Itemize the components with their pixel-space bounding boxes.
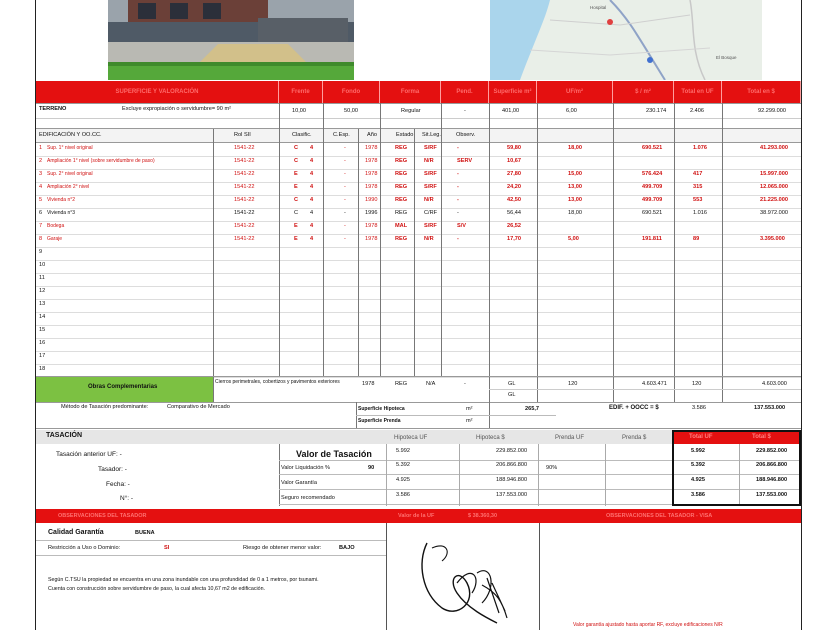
row-ano: 1978 xyxy=(365,184,378,190)
header-fondo: Fondo xyxy=(323,81,380,103)
restriccion-label: Restricción a Uso o Dominio: xyxy=(48,545,121,551)
metodo-value: Comparativo de Mercado xyxy=(167,404,230,410)
row-obs: - xyxy=(457,184,459,190)
obras-total-uf: 120 xyxy=(692,381,702,387)
row-c1: C xyxy=(294,158,299,164)
row-rol: 1541-22 xyxy=(234,236,255,242)
row-ano: 1978 xyxy=(365,171,378,177)
sup-hipoteca-m2: m² xyxy=(466,406,473,412)
row-tuf: 417 xyxy=(693,171,703,177)
row-number: 4 xyxy=(39,184,43,190)
row-sit: N/R xyxy=(424,158,434,164)
row-number: 13 xyxy=(39,301,46,307)
row-rol: 1541-22 xyxy=(234,210,255,216)
obras-desc: Cierros perimetrales, cobertizos y pavimentos exteriores xyxy=(215,379,340,385)
row-sup: 59,80 xyxy=(507,145,521,151)
row-tp: 3.395.000 xyxy=(760,236,785,242)
row-tuf: 89 xyxy=(693,236,700,242)
obras-unit: GL xyxy=(508,381,516,387)
row-c1: C xyxy=(294,197,299,203)
row-rol: 1541-22 xyxy=(234,197,255,203)
obras-total-pesos: 4.603.000 xyxy=(762,381,787,387)
row-obs: - xyxy=(457,236,459,242)
tasacion-anterior: Tasación anterior UF: - xyxy=(56,451,122,458)
hipoteca-pesos-value: 206.866.800 xyxy=(496,462,528,468)
location-map xyxy=(490,0,762,80)
header-pendiente: Pend. xyxy=(441,81,489,103)
row-est: MAL xyxy=(395,223,408,229)
row-pm: 499.709 xyxy=(642,197,663,203)
liquidacion-value: 90 xyxy=(368,465,375,471)
row-desc: Ampliación 2° nivel xyxy=(47,184,90,190)
row-desc: Garaje xyxy=(47,236,63,242)
header-total-uf: Total en UF xyxy=(674,81,722,103)
row-obs: - xyxy=(457,197,459,203)
row-c1: E xyxy=(294,236,298,242)
row-est: REG xyxy=(395,197,408,203)
row-number: 10 xyxy=(39,262,46,268)
obras-estado: REG xyxy=(395,381,408,387)
map-label-hospital: Hospital xyxy=(590,5,607,10)
row-c1: E xyxy=(294,184,298,190)
row-cesp: - xyxy=(344,223,346,229)
row-number: 7 xyxy=(39,223,43,229)
row-uf: 15,00 xyxy=(568,171,582,177)
obras-ano: 1978 xyxy=(362,381,375,387)
metodo-label: Método de Tasación predominante: xyxy=(61,404,149,410)
terreno-fondo: 50,00 xyxy=(344,108,358,114)
terreno-uf-m2: 6,00 xyxy=(566,108,577,114)
row-number: 9 xyxy=(39,249,43,255)
row-c1: E xyxy=(294,171,298,177)
row-sup: 56,44 xyxy=(507,210,521,216)
row-sit: N/R xyxy=(424,236,434,242)
obras-sitleg: N/A xyxy=(426,381,436,387)
hipoteca-pesos-value: 229.852.000 xyxy=(496,448,528,454)
row-obs: - xyxy=(457,145,459,151)
row-cesp: - xyxy=(344,158,346,164)
row-uf: 13,00 xyxy=(568,197,582,203)
row-ano: 1978 xyxy=(365,236,378,242)
edif-oocc-label: EDIF. + OOCC = $ xyxy=(609,405,659,411)
row-uf: 18,00 xyxy=(568,210,582,216)
row-desc: Bodega xyxy=(47,223,65,229)
row-ano: 1978 xyxy=(365,223,378,229)
map-label-bosque: El Bosque xyxy=(716,55,737,60)
fecha: Fecha: - xyxy=(106,481,130,488)
edif-oocc-uf: 3.586 xyxy=(692,405,706,411)
row-c1: C xyxy=(294,210,299,216)
observaciones-header-right: OBSERVACIONES DEL TASADOR - VISA xyxy=(606,513,713,519)
total-pesos-value: 229.852.000 xyxy=(756,448,788,454)
edif-clasific: Clasific. xyxy=(292,132,312,138)
row-sit: N/R xyxy=(424,197,434,203)
total-uf-value: 5.392 xyxy=(691,462,705,468)
total-uf-header: Total UF xyxy=(689,434,713,440)
terreno-total-uf: 2.406 xyxy=(690,108,704,114)
header-superficie: Superficie m² xyxy=(489,81,537,103)
row-tuf: 315 xyxy=(693,184,703,190)
edif-rol: Rol SII xyxy=(234,132,251,138)
tasador: Tasador: - xyxy=(98,466,127,473)
row-obs: SERV xyxy=(457,158,473,164)
row-number: 3 xyxy=(39,171,43,177)
hipoteca-uf-value: 3.586 xyxy=(396,492,410,498)
row-c1: C xyxy=(294,145,299,151)
row-desc: Vivienda n°2 xyxy=(47,197,76,203)
hipoteca-pesos-value: 137.553.000 xyxy=(496,492,528,498)
sup-hipoteca-value: 265,7 xyxy=(525,406,539,412)
report-sheet xyxy=(35,0,802,630)
restriccion-value: SI xyxy=(164,545,170,551)
row-c2: 4 xyxy=(310,184,314,190)
total-uf-value: 5.992 xyxy=(691,448,705,454)
sup-prenda-label: Superficie Prenda xyxy=(358,418,401,424)
terreno-label: TERRENO xyxy=(39,106,67,112)
signature-box xyxy=(386,523,540,630)
row-tuf: 1.076 xyxy=(693,145,707,151)
row-number: 6 xyxy=(39,210,43,216)
header-uf-m2: UF/m² xyxy=(537,81,613,103)
terreno-superficie: 401,00 xyxy=(502,108,520,114)
row-cesp: - xyxy=(344,210,346,216)
calidad-label: Calidad Garantía xyxy=(48,529,104,536)
row-est: REG xyxy=(395,158,408,164)
row-number: 15 xyxy=(39,327,46,333)
row-obs: - xyxy=(457,171,459,177)
edif-ano: Año xyxy=(367,132,377,138)
terreno-total-pesos: 92.299.000 xyxy=(758,108,786,114)
row-number: 17 xyxy=(39,353,46,359)
row-pm: 690.521 xyxy=(642,145,663,151)
sup-hipoteca-label: Superficie Hipoteca xyxy=(358,406,405,412)
hipoteca-uf-header: Hipoteca UF xyxy=(394,435,428,441)
row-sup: 10,67 xyxy=(507,158,521,164)
total-box xyxy=(672,430,801,506)
row-cesp: - xyxy=(344,184,346,190)
signature-image xyxy=(387,523,539,630)
footer-note: Valor garantía ajustado hasta aportar RF, excluye edificaciones N/R xyxy=(573,622,723,628)
row-rol: 1541-22 xyxy=(234,145,255,151)
terreno-note: Excluye expropiación o servidumbre= 90 m² xyxy=(122,106,231,112)
edif-observ: Observ. xyxy=(456,132,476,138)
row-sup: 42,50 xyxy=(507,197,521,203)
edif-label: EDIFICACIÓN Y OO.CC. xyxy=(39,132,102,138)
row-sup: 24,20 xyxy=(507,184,521,190)
row-tp: 12.065.000 xyxy=(760,184,788,190)
tasacion-title: TASACIÓN xyxy=(46,432,83,439)
observacion-text-1: Según C.TSU la propiedad se encuentra en una zona inundable con una profundidad de 0 a 1 metros, por tsunami. xyxy=(48,577,319,583)
row-ano: 1978 xyxy=(365,145,378,151)
row-sit: S/RF xyxy=(424,184,437,190)
row-obs: S/V xyxy=(457,223,467,229)
row-cesp: - xyxy=(344,171,346,177)
terreno-pesos-m2: 230.174 xyxy=(646,108,667,114)
edif-sitleg: Sit.Leg. xyxy=(422,132,441,138)
total-pesos-value: 137.553.000 xyxy=(756,492,788,498)
row-c2: 4 xyxy=(310,145,314,151)
terreno-pend: - xyxy=(464,108,466,114)
hipoteca-pesos-header: Hipoteca $ xyxy=(476,435,505,441)
row-ano: 1996 xyxy=(365,210,378,216)
sup-prenda-m2: m² xyxy=(466,418,473,424)
row-tp: 15.997.000 xyxy=(760,171,788,177)
obras-observ: - xyxy=(464,381,466,387)
header-sup-valoracion: SUPERFICIE Y VALORACIÓN xyxy=(36,81,279,103)
row-c2: 4 xyxy=(310,158,314,164)
calidad-value: BUENA xyxy=(135,530,155,536)
row-uf: 5,00 xyxy=(568,236,579,242)
row-c2: 4 xyxy=(310,236,314,242)
edif-cesp: C.Esp. xyxy=(333,132,350,138)
row-number: 14 xyxy=(39,314,46,320)
row-pm: 499.709 xyxy=(642,184,663,190)
row-c2: 4 xyxy=(310,197,314,203)
row-desc: Vivienda n°3 xyxy=(47,210,76,216)
obras-label: Obras Complementarias xyxy=(88,384,158,390)
hipoteca-uf-value: 4.925 xyxy=(396,477,410,483)
valor-tasacion-title: Valor de Tasación xyxy=(296,449,372,459)
row-est: REG xyxy=(395,171,408,177)
row-est: REG xyxy=(395,145,408,151)
total-pesos-value: 188.946.800 xyxy=(756,477,788,483)
obras-unit2: GL xyxy=(508,392,516,398)
edif-estado: Estado xyxy=(396,132,414,138)
row-sit: S/RF xyxy=(424,223,437,229)
row-number: 1 xyxy=(39,145,43,151)
row-cesp: - xyxy=(344,236,346,242)
total-uf-value: 4.925 xyxy=(691,477,705,483)
row-desc: Sup. 2° nivel original xyxy=(47,171,93,177)
total-pesos-header: Total $ xyxy=(752,434,771,440)
row-c2: 4 xyxy=(310,171,314,177)
header-forma: Forma xyxy=(380,81,441,103)
row-c2: 4 xyxy=(310,223,314,229)
property-photo xyxy=(108,0,354,80)
total-pesos-value: 206.866.800 xyxy=(756,462,788,468)
row-pm: 576.424 xyxy=(642,171,663,177)
terreno-forma: Regular xyxy=(401,108,421,114)
row-pm: 690.521 xyxy=(642,210,663,216)
obras-uf: 120 xyxy=(568,381,578,387)
row-cesp: - xyxy=(344,145,346,151)
row-number: 8 xyxy=(39,236,43,242)
row-uf: 18,00 xyxy=(568,145,582,151)
row-number: 2 xyxy=(39,158,43,164)
row-sit: S/RF xyxy=(424,145,437,151)
row-ano: 1990 xyxy=(365,197,378,203)
row-rol: 1541-22 xyxy=(234,223,255,229)
liquidacion-label: Valor Liquidación % xyxy=(281,465,331,471)
hipoteca-pesos-value: 188.946.800 xyxy=(496,477,528,483)
row-tuf: 553 xyxy=(693,197,703,203)
row-tp: 38.972.000 xyxy=(760,210,788,216)
row-tp: 21.225.000 xyxy=(760,197,788,203)
row-number: 12 xyxy=(39,288,46,294)
numero: N°: - xyxy=(120,495,134,502)
hipoteca-uf-value: 5.392 xyxy=(396,462,410,468)
hipoteca-uf-value: 5.992 xyxy=(396,448,410,454)
row-rol: 1541-22 xyxy=(234,184,255,190)
row-tuf: 1.016 xyxy=(693,210,707,216)
row-sup: 26,52 xyxy=(507,223,521,229)
edif-oocc-pesos: 137.553.000 xyxy=(754,405,786,411)
row-cesp: - xyxy=(344,197,346,203)
row-obs: - xyxy=(457,210,459,216)
row-est: REG xyxy=(395,184,408,190)
observaciones-header-left: OBSERVACIONES DEL TASADOR xyxy=(58,513,147,519)
row-number: 5 xyxy=(39,197,43,203)
riesgo-value: BAJO xyxy=(339,545,355,551)
row-est: REG xyxy=(395,236,408,242)
row-desc: Ampliación 1° nivel (sobre servidumbre de paso) xyxy=(47,158,155,164)
row-rol: 1541-22 xyxy=(234,158,255,164)
riesgo-label: Riesgo de obtener menor valor: xyxy=(243,545,322,551)
row-c1: E xyxy=(294,223,298,229)
row-number: 18 xyxy=(39,366,46,372)
observacion-text-2: Cuenta con construcción sobre servidumbre de paso, la cual afecta 10,67 m2 de edificación. xyxy=(48,586,266,592)
row-number: 16 xyxy=(39,340,46,346)
uf-value-amount: $ 38.360,30 xyxy=(468,513,498,519)
row-sup: 17,70 xyxy=(507,236,521,242)
row-est: REG xyxy=(395,210,408,216)
row-rol: 1541-22 xyxy=(234,171,255,177)
row-sit: S/RF xyxy=(424,171,437,177)
uf-value-label: Valor de la UF xyxy=(398,513,435,519)
liquidacion-pct: 90% xyxy=(546,465,558,471)
header-total-pesos: Total en $ xyxy=(722,81,801,103)
total-uf-value: 3.586 xyxy=(691,492,705,498)
row-c2: 4 xyxy=(310,210,314,216)
row-ano: 1978 xyxy=(365,158,378,164)
terreno-frente: 10,00 xyxy=(292,108,306,114)
row-uf: 13,00 xyxy=(568,184,582,190)
prenda-uf-header: Prenda UF xyxy=(555,435,585,441)
header-frente: Frente xyxy=(279,81,323,103)
row-pm: 191.811 xyxy=(642,236,662,242)
obras-pesos-m2: 4.603.471 xyxy=(642,381,667,387)
seguro-label: Seguro recomendado xyxy=(281,495,335,501)
row-desc: Sup. 1° nivel original xyxy=(47,145,93,151)
row-sit: C/RF xyxy=(424,210,438,216)
header-pesos-m2: $ / m² xyxy=(613,81,674,103)
prenda-pesos-header: Prenda $ xyxy=(622,435,647,441)
row-sup: 27,80 xyxy=(507,171,521,177)
garantia-label: Valor Garantía xyxy=(281,480,317,486)
row-number: 11 xyxy=(39,275,45,281)
row-tp: 41.293.000 xyxy=(760,145,788,151)
